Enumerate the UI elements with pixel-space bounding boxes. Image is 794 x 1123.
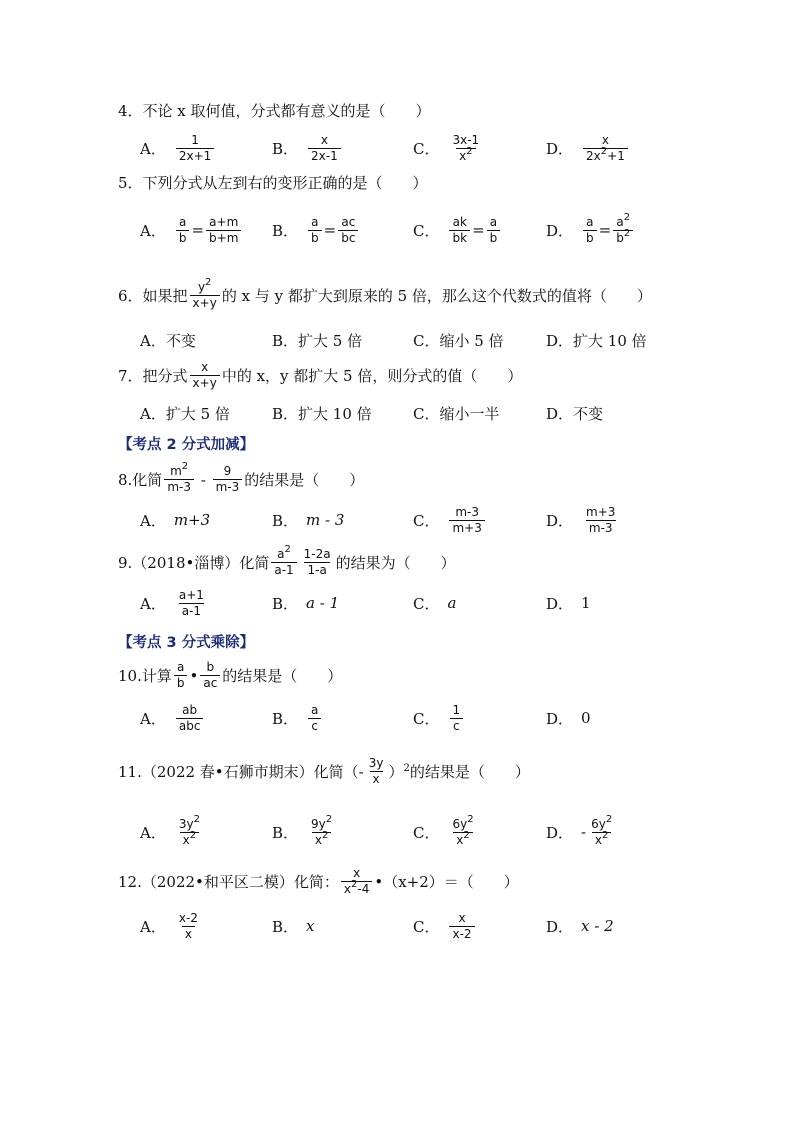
option-b[interactable]: B． x: [272, 917, 315, 936]
option-b[interactable]: B． m - 3: [272, 511, 345, 530]
option-a[interactable]: A．不变: [140, 331, 196, 350]
fraction: $\frac{1}{2x+1}$: [176, 133, 214, 164]
option-c[interactable]: C．缩小一半: [413, 404, 500, 423]
option-b[interactable]: B． $\frac{x}{2x-1}$: [272, 128, 343, 168]
question-5-stem: 5．下列分式从左到右的变形正确的是（ ）: [118, 174, 428, 192]
option-c[interactable]: C． $\frac{6y^2}{x^2}$: [413, 813, 474, 847]
question-11-options: [0, 812, 794, 852]
option-d[interactable]: D． $\frac{x}{2x^2+1}$: [546, 128, 630, 168]
option-d[interactable]: D． x - 2: [546, 917, 614, 936]
option-a[interactable]: A． m+3: [140, 511, 211, 530]
option-b[interactable]: B．扩大 5 倍: [272, 331, 363, 350]
question-4-options: [0, 128, 794, 168]
option-a[interactable]: A．扩大 5 倍: [140, 404, 230, 423]
question-6-options: [0, 320, 794, 360]
option-d[interactable]: D． $\frac{a}{b}$ = $\frac{a^2}{b^2}$: [546, 210, 635, 250]
option-c[interactable]: C． $\frac{x}{x-2}$: [413, 906, 477, 946]
question-11-stem: 11.（2022 春•石狮市期末）化简（- $\frac{3y}{x}$ ）$^2$的结果是（ ）: [118, 755, 530, 786]
question-7-stem: 7．把分式 $\frac{x}{x+y}$ 中的 x，y 都扩大 5 倍，则分式的值（ ）: [118, 359, 523, 390]
question-7-options: [0, 393, 794, 433]
section-heading-2: 【考点 2 分式加减】: [118, 437, 255, 453]
question-5-options: [0, 210, 794, 250]
option-d[interactable]: D．扩大 10 倍: [546, 331, 647, 350]
option-c[interactable]: C． $\frac{ak}{bk}$ = $\frac{a}{b}$: [413, 210, 502, 250]
question-10-stem: 10.计算 $\frac{a}{b}$ • $\frac{b}{ac}$ 的结果是（ ）: [118, 659, 343, 690]
option-b[interactable]: B． $\frac{9y^2}{x^2}$: [272, 813, 333, 847]
option-d[interactable]: D． $\frac{m+3}{m-3}$: [546, 504, 616, 535]
section-heading-3: 【考点 3 分式乘除】: [118, 635, 255, 651]
question-12-stem: 12.（2022•和平区二模）化简： $\frac{x}{x^2-4}$ •（x+2）＝（ ）: [118, 865, 519, 896]
option-d[interactable]: D． 0: [546, 709, 591, 728]
option-c[interactable]: C． $\frac{1}{c}$: [413, 698, 465, 738]
question-6-stem: 6．如果把 $\frac{y^2}{x+y}$ 的 x 与 y 都扩大到原来的 5 倍，那么这个代数式的值将（ ）: [118, 276, 652, 310]
option-a[interactable]: A． $\frac{1}{2x+1}$: [140, 128, 216, 168]
question-8-options: [0, 500, 794, 540]
fraction: $\frac{3x-1}{x^2}$: [452, 132, 480, 163]
option-c[interactable]: C． $\frac{m-3}{m+3}$: [413, 500, 487, 540]
option-b[interactable]: B． a - 1: [272, 594, 340, 613]
question-8-stem: 8.化简 $\frac{m^2}{m-3}$ - $\frac{9}{m-3}$ 的结果是（ ）: [118, 460, 365, 494]
option-c[interactable]: C． a: [413, 594, 457, 613]
option-b[interactable]: B．扩大 10 倍: [272, 404, 372, 423]
option-a[interactable]: A． $\frac{3y^2}{x^2}$: [140, 813, 200, 847]
question-4-stem: 4．不论 x 取何值，分式都有意义的是（ ）: [118, 102, 431, 120]
option-d[interactable]: D． - $\frac{6y^2}{x^2}$: [546, 813, 613, 847]
option-c[interactable]: C．缩小 5 倍: [413, 331, 504, 350]
option-b[interactable]: B． $\frac{a}{c}$: [272, 698, 323, 738]
question-12-options: [0, 906, 794, 946]
option-c[interactable]: C． $\frac{3x-1}{x^2}$: [413, 128, 484, 168]
question-9-stem: 9.（2018•淄博）化简 $\frac{a^2}{a-1}$ $\frac{1-2a}{1-a}$ 的结果为（ ）: [118, 543, 456, 577]
option-d[interactable]: D． 1: [546, 594, 591, 613]
fraction: $\frac{x}{2x^2+1}$: [583, 133, 628, 164]
question-10-options: [0, 698, 794, 738]
option-d[interactable]: D．不变: [546, 404, 604, 423]
option-a[interactable]: A． $\frac{a+1}{a-1}$: [140, 587, 204, 618]
option-b[interactable]: B． $\frac{a}{b}$ = $\frac{ac}{bc}$: [272, 210, 360, 250]
question-9-options: [0, 583, 794, 623]
fraction: $\frac{x}{2x-1}$: [308, 133, 341, 164]
option-a[interactable]: A． $\frac{x-2}{x}$: [140, 910, 198, 941]
option-a[interactable]: A． $\frac{a}{b}$ = $\frac{a+m}{b+m}$: [140, 210, 243, 250]
option-a[interactable]: A． $\frac{ab}{\text{abc}}$: [140, 698, 205, 738]
